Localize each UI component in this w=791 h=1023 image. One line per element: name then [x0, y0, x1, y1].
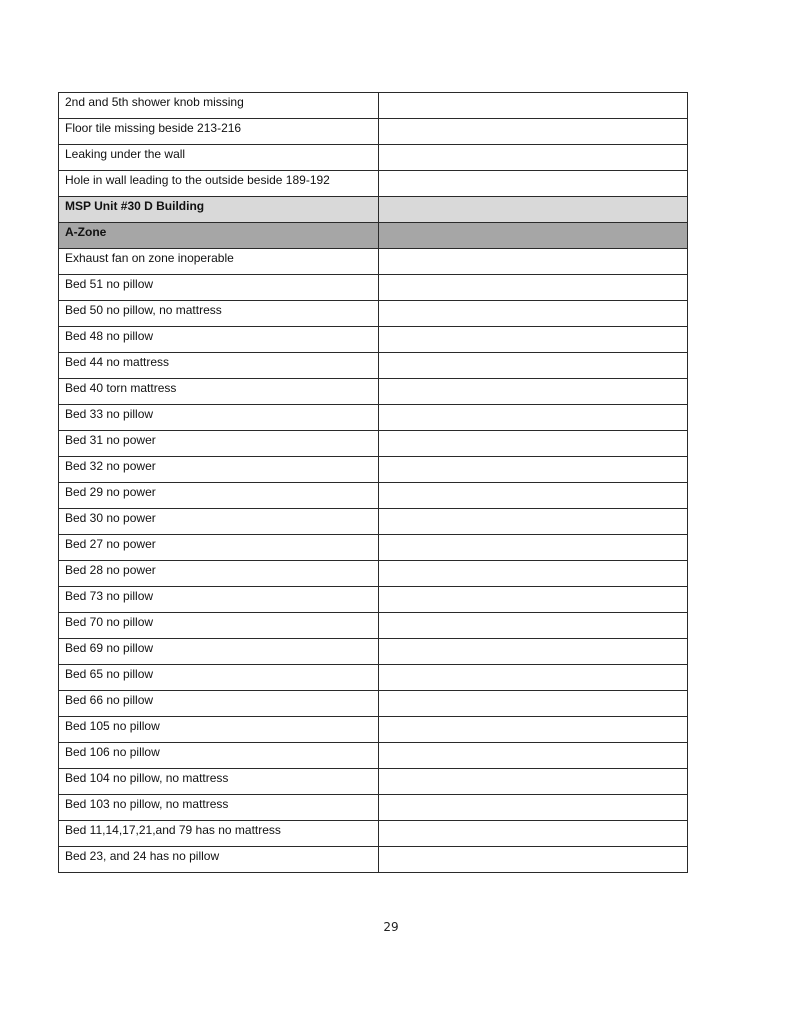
finding-description-cell: Bed 44 no mattress	[59, 353, 379, 379]
zone-header-label: A-Zone	[59, 223, 379, 249]
finding-description-cell: Bed 28 no power	[59, 561, 379, 587]
finding-description-cell: Hole in wall leading to the outside beside 189-192	[59, 171, 379, 197]
empty-notes-cell	[379, 613, 688, 639]
empty-notes-cell	[379, 691, 688, 717]
empty-notes-cell	[379, 561, 688, 587]
empty-notes-cell	[379, 93, 688, 119]
finding-description-cell: Bed 105 no pillow	[59, 717, 379, 743]
finding-row	[59, 145, 688, 171]
empty-notes-cell	[379, 249, 688, 275]
finding-row	[59, 301, 688, 327]
empty-notes-cell	[379, 379, 688, 405]
finding-description-cell: Bed 69 no pillow	[59, 639, 379, 665]
empty-notes-cell	[379, 509, 688, 535]
finding-row	[59, 717, 688, 743]
finding-row	[59, 769, 688, 795]
finding-description-cell: Bed 48 no pillow	[59, 327, 379, 353]
empty-notes-cell	[379, 145, 688, 171]
section-header-row	[59, 197, 688, 223]
empty-notes-cell	[379, 405, 688, 431]
finding-description-cell: Bed 23, and 24 has no pillow	[59, 847, 379, 873]
finding-description-cell: 2nd and 5th shower knob missing	[59, 93, 379, 119]
empty-notes-cell	[379, 275, 688, 301]
finding-row	[59, 509, 688, 535]
finding-row	[59, 119, 688, 145]
finding-row	[59, 249, 688, 275]
finding-row	[59, 561, 688, 587]
finding-description-cell: Bed 27 no power	[59, 535, 379, 561]
empty-notes-cell	[379, 535, 688, 561]
finding-row	[59, 587, 688, 613]
finding-description-cell: Bed 104 no pillow, no mattress	[59, 769, 379, 795]
finding-row	[59, 93, 688, 119]
finding-row	[59, 821, 688, 847]
finding-description-cell: Bed 29 no power	[59, 483, 379, 509]
empty-notes-cell	[379, 717, 688, 743]
empty-notes-cell	[379, 639, 688, 665]
finding-description-cell: Bed 33 no pillow	[59, 405, 379, 431]
finding-description-cell: Bed 66 no pillow	[59, 691, 379, 717]
empty-notes-cell	[379, 665, 688, 691]
finding-row	[59, 665, 688, 691]
finding-description-cell: Floor tile missing beside 213-216	[59, 119, 379, 145]
empty-notes-cell	[379, 301, 688, 327]
finding-row	[59, 405, 688, 431]
finding-description-cell: Bed 11,14,17,21,and 79 has no mattress	[59, 821, 379, 847]
empty-notes-cell	[379, 327, 688, 353]
zone-header-row	[59, 223, 688, 249]
empty-notes-cell	[379, 457, 688, 483]
finding-row	[59, 353, 688, 379]
finding-description-cell: Bed 73 no pillow	[59, 587, 379, 613]
finding-row	[59, 613, 688, 639]
finding-row	[59, 327, 688, 353]
empty-notes-cell	[379, 119, 688, 145]
inspection-findings-table	[58, 92, 688, 873]
finding-description-cell: Exhaust fan on zone inoperable	[59, 249, 379, 275]
empty-notes-cell	[379, 743, 688, 769]
finding-description-cell: Bed 31 no power	[59, 431, 379, 457]
finding-row	[59, 847, 688, 873]
finding-description-cell: Bed 40 torn mattress	[59, 379, 379, 405]
empty-notes-cell	[379, 431, 688, 457]
finding-row	[59, 535, 688, 561]
finding-description-cell: Bed 51 no pillow	[59, 275, 379, 301]
page-number: 29	[383, 920, 399, 934]
finding-description-cell: Bed 103 no pillow, no mattress	[59, 795, 379, 821]
empty-notes-cell	[379, 795, 688, 821]
finding-description-cell: Bed 50 no pillow, no mattress	[59, 301, 379, 327]
finding-row	[59, 275, 688, 301]
empty-notes-cell	[379, 223, 688, 249]
section-header-label: MSP Unit #30 D Building	[59, 197, 379, 223]
empty-notes-cell	[379, 483, 688, 509]
empty-notes-cell	[379, 171, 688, 197]
finding-description-cell: Bed 30 no power	[59, 509, 379, 535]
finding-row	[59, 457, 688, 483]
finding-description-cell: Bed 70 no pillow	[59, 613, 379, 639]
empty-notes-cell	[379, 821, 688, 847]
empty-notes-cell	[379, 847, 688, 873]
findings-table-body	[59, 93, 688, 873]
empty-notes-cell	[379, 353, 688, 379]
finding-description-cell: Bed 32 no power	[59, 457, 379, 483]
finding-description-cell: Bed 106 no pillow	[59, 743, 379, 769]
finding-row	[59, 691, 688, 717]
finding-row	[59, 431, 688, 457]
finding-row	[59, 743, 688, 769]
empty-notes-cell	[379, 769, 688, 795]
finding-row	[59, 483, 688, 509]
finding-description-cell: Leaking under the wall	[59, 145, 379, 171]
finding-row	[59, 795, 688, 821]
finding-row	[59, 171, 688, 197]
finding-row	[59, 639, 688, 665]
empty-notes-cell	[379, 197, 688, 223]
finding-row	[59, 379, 688, 405]
finding-description-cell: Bed 65 no pillow	[59, 665, 379, 691]
empty-notes-cell	[379, 587, 688, 613]
